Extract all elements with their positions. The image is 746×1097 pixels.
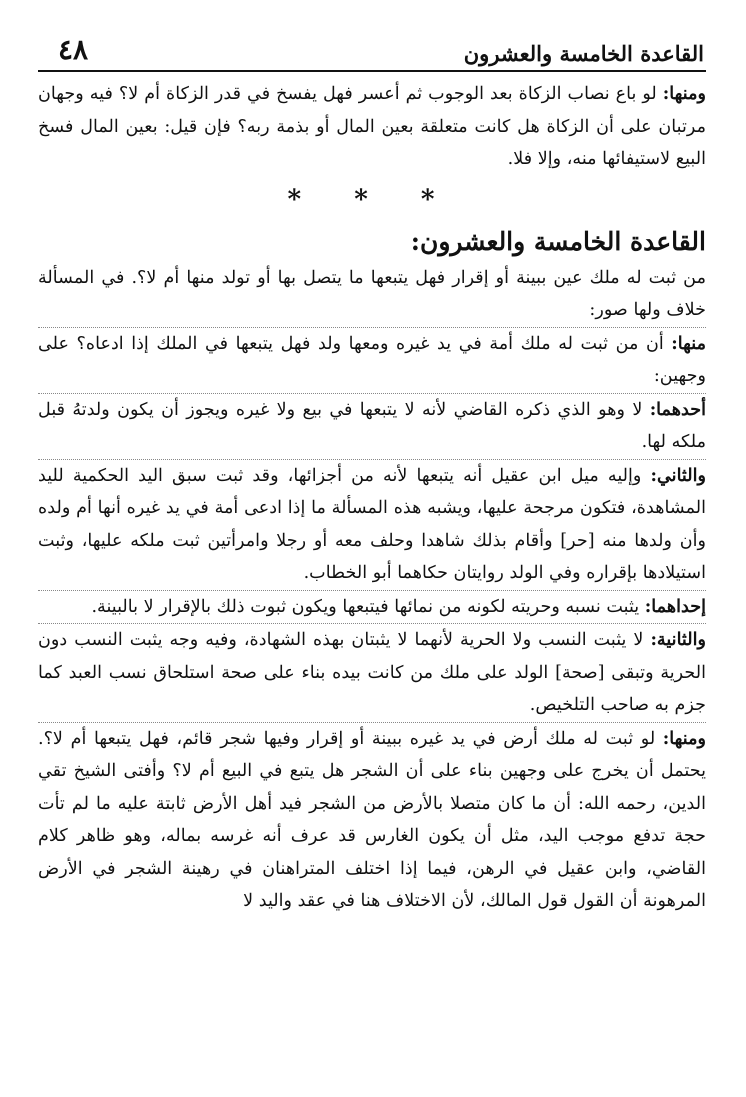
paragraph-text: لا يثبت النسب ولا الحرية لأنهما لا يثبتان بهذه الشهادة، وفيه وجه يثبت النسب دون الحرية وتبقى [صحة] الولد على ملك من كانت بيده بناء على صحة استلحاق نسب العبد كما جزم به صاحب التلخيص.: [38, 630, 706, 715]
paragraph-text: أن من ثبت له ملك أمة في يد غيره ومعها ولد فهل يتبعها في الملك إذا ادعاه؟ على وجهين:: [38, 333, 706, 386]
paragraph: [38, 393, 706, 459]
section-heading: القاعدة الخامسة والعشرون:: [410, 226, 706, 256]
paragraph: [38, 590, 706, 624]
paragraph-lead: إحداهما:: [644, 595, 706, 617]
paragraph: [38, 722, 706, 918]
paragraph-text: لو باع نصاب الزكاة بعد الوجوب ثم أعسر فهل يفسخ في قدر الزكاة أم لا؟ فيه وجهان مرتبان على أن الزكاة هل كانت متعلقة بعين المال أو بذمة ربه؟ فإن قيل: بعين المال فسخ البيع لاستيفائها منه، وإلا فلا.: [38, 84, 706, 169]
section-divider: * * *: [287, 184, 457, 215]
paragraph-text: لو ثبت له ملك أرض في يد غيره ببينة أو إقرار وفيها شجر قائم، فهل يتبعها أم لا؟. يحتمل أن يخرج على وجهين بناء على أن الشجر هل يتبع في البيع أم لا؟ وأفتى الشيخ تقي الدين، رحمه الله: أن ما كان متصلا بالأرض من الشجر فيد أهل الأرض ثابتة عليه ما لم تأت حجة تدفع موجب اليد، مثل أن يكون الغارس قد عرف أنه غرسه بماله، وهو ظاهر كلام القاضي، وابن عقيل في الرهن، فيما إذا اختلف المتراهنان في رهينة الشجر في الأرض المرهونة أن القول قول المالك، لأن الاختلاف هنا في عقد واليد لا: [38, 728, 706, 911]
paragraph-lead: أحدهما:: [649, 398, 706, 420]
paragraph-text: لا وهو الذي ذكره القاضي لأنه لا يتبعها في بيع ولا غيره ويجوز أن يكون ولدتهُ قبل ملكه لها.: [38, 399, 706, 452]
paragraph: [38, 459, 706, 590]
paragraph-lead: والثاني:: [650, 464, 706, 486]
paragraph-text: يثبت نسبه وحريته لكونه من نمائها فيتبعها ويكون ثبوت ذلك بالإقرار لا بالبينة.: [91, 596, 645, 617]
page-header: [38, 22, 706, 72]
paragraph-lead: ومنها:: [662, 727, 706, 749]
paragraph-lead: منها:: [671, 332, 706, 354]
paragraph: [38, 623, 706, 722]
page-body: [38, 78, 706, 918]
running-title: القاعدة الخامسة والعشرون: [463, 41, 704, 66]
paragraph-lead: والثانية:: [650, 629, 706, 650]
paragraph-text: من ثبت له ملك عين ببينة أو إقرار فهل يتبعها ما يتصل بها أو تولد منها أم لا؟. في المسألة خلاف ولها صور:: [38, 267, 706, 320]
intro-paragraph: [38, 78, 706, 176]
paragraph: [38, 262, 706, 327]
paragraph: [38, 327, 706, 393]
page-number: ٤٨: [58, 33, 89, 66]
paragraph-text: وإليه ميل ابن عقيل أنه يتبعها لأنه من أجزائها، وقد ثبت سبق اليد الحكمية لليد المشاهدة، فتكون مرجحة عليها، ويشبه هذه المسألة ما إذا ادعى أمة في يد غيره أنها أم ولده وأن ولدها منه [حر] وأقام بذلك شاهدا وحلف معه أو رجلا وامرأتين ثبت ملكه عليها، وثبت استيلادها بإقراره وفي الولد روايتان حكاهما أبو الخطاب.: [38, 465, 706, 583]
paragraph-lead: ومنها:: [662, 83, 706, 104]
